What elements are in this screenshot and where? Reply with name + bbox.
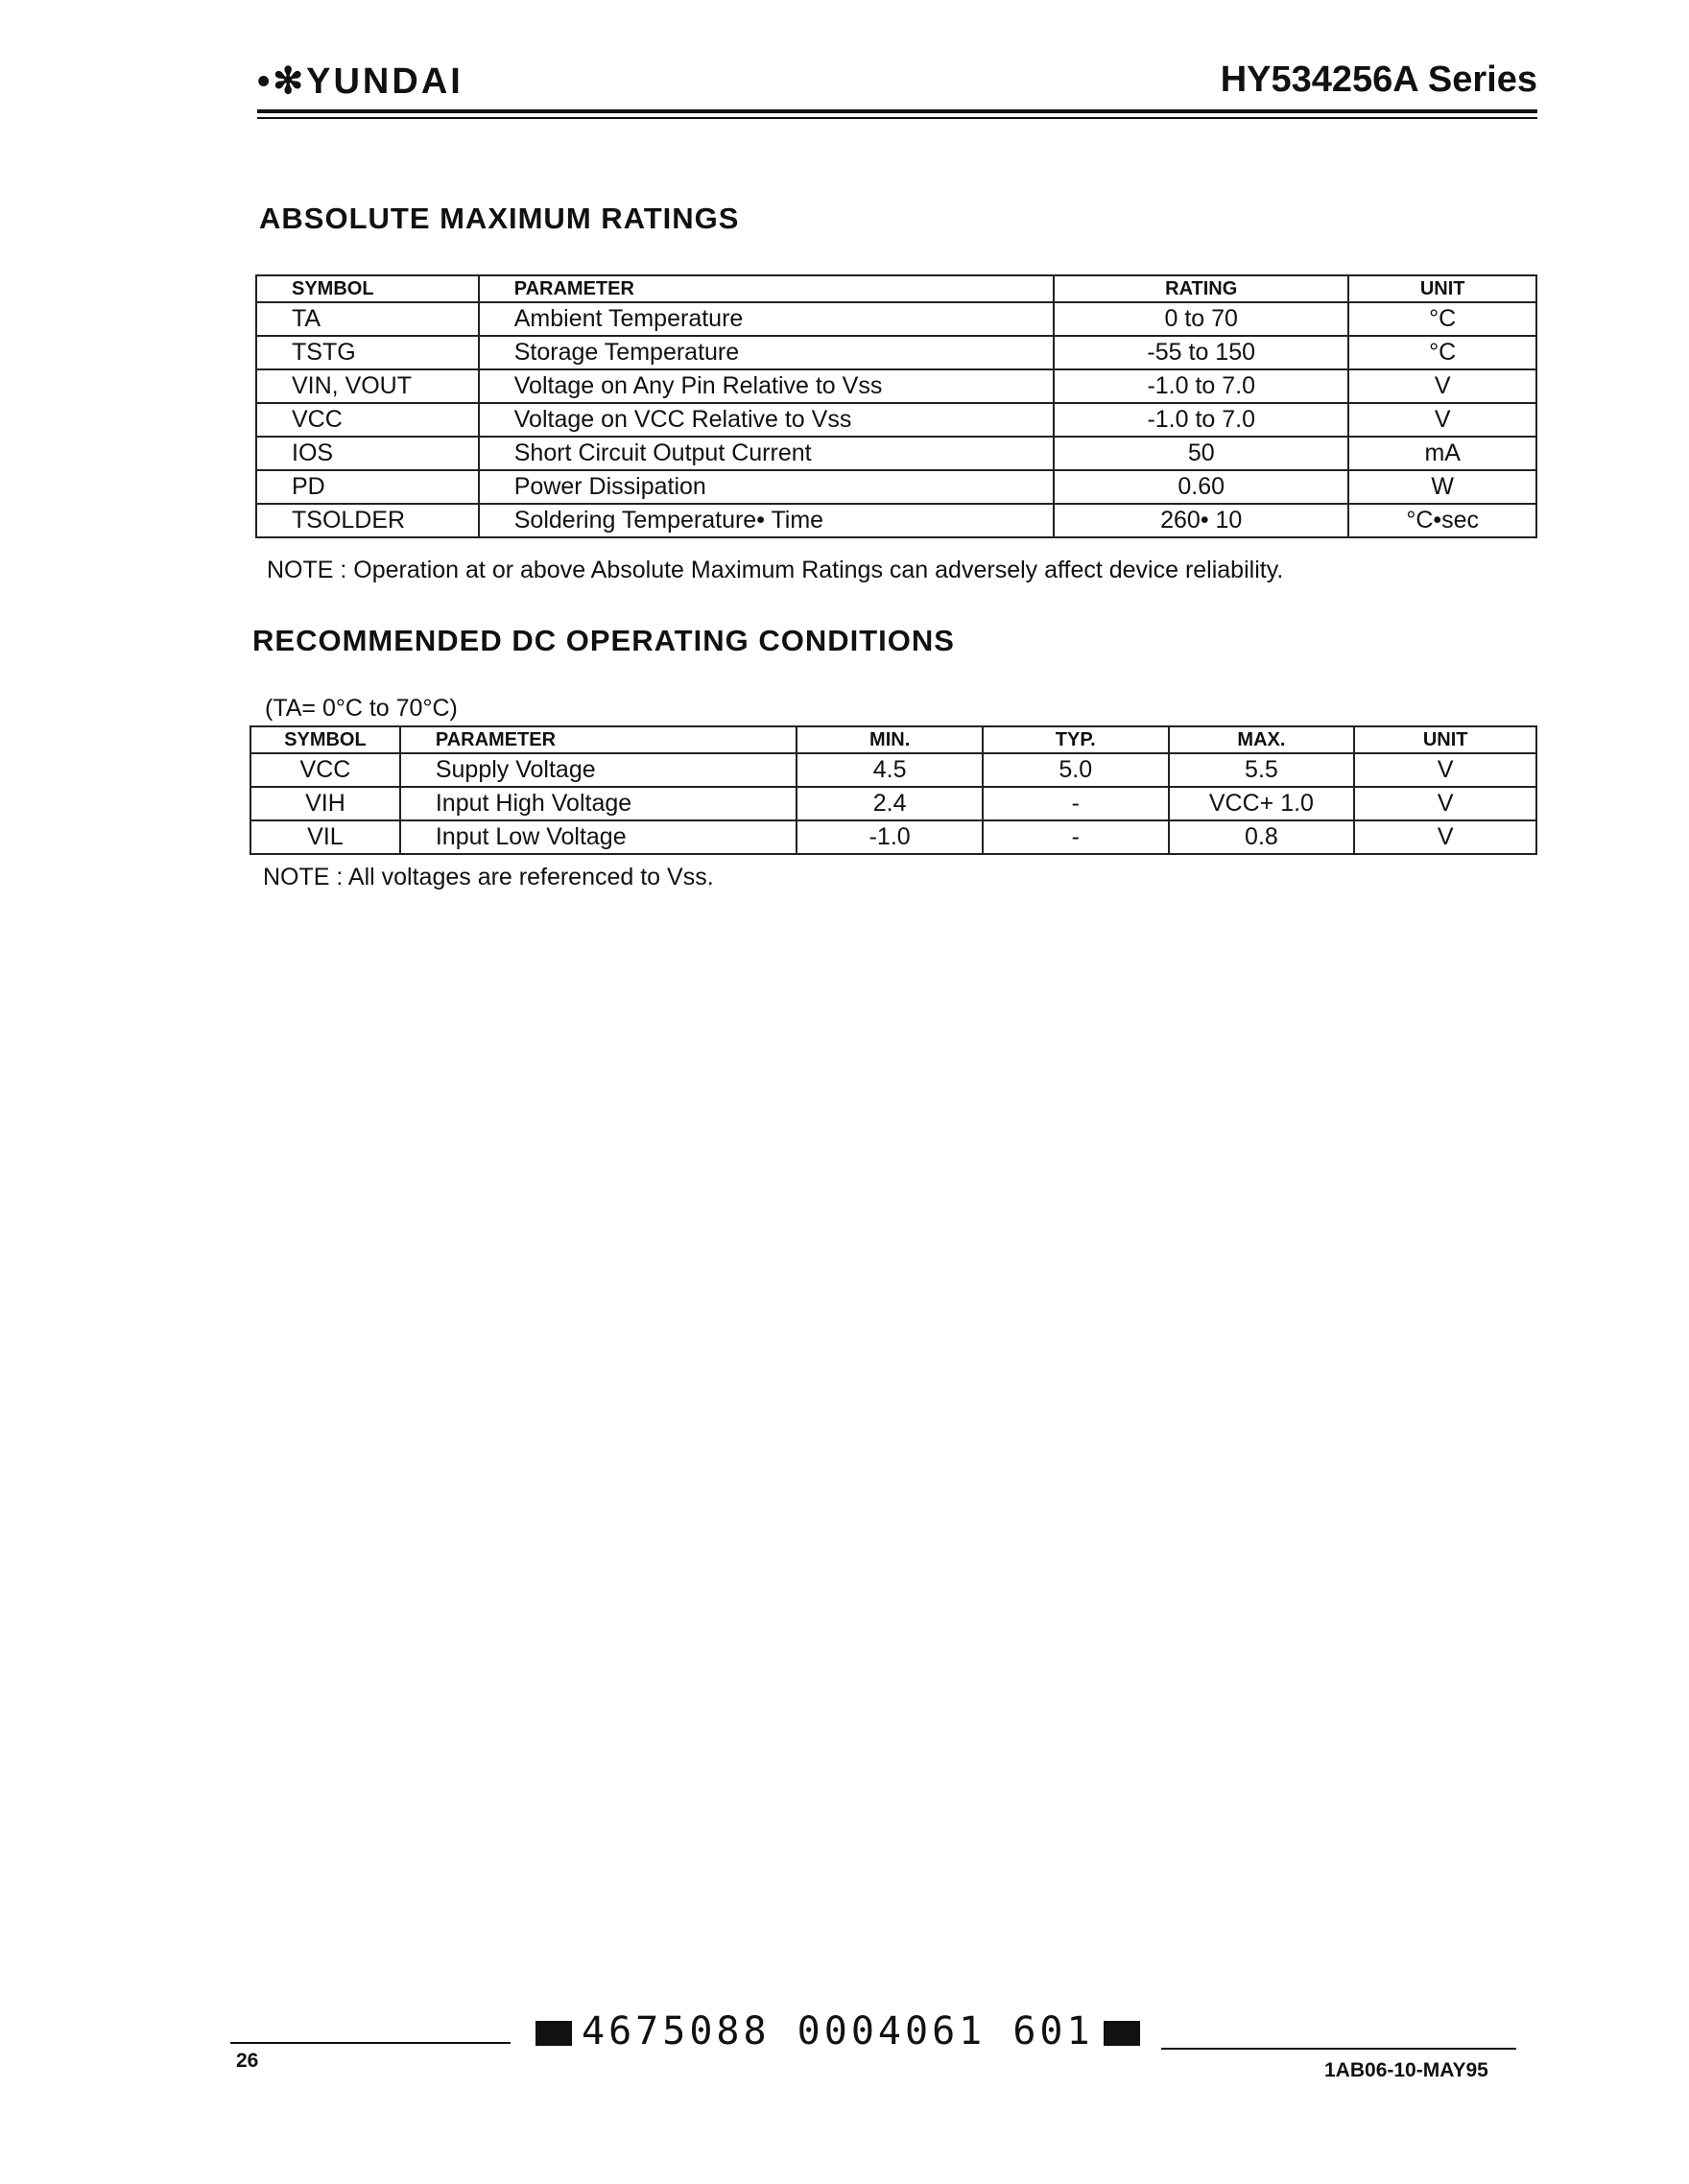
- table-row: [256, 504, 1536, 537]
- symbol-cell: VCC: [250, 753, 400, 787]
- col-unit-header: UNIT: [1348, 275, 1536, 302]
- rec-dc-header-row: [250, 726, 1536, 753]
- doc-code: 1AB06-10-MAY95: [1324, 2059, 1488, 2081]
- typ-cell: 5.0: [983, 753, 1169, 787]
- symbol-cell: TA: [256, 302, 479, 336]
- col-parameter-header: PARAMETER: [400, 726, 797, 753]
- barcode-line: [526, 2009, 1150, 2053]
- col-max-header: MAX.: [1169, 726, 1355, 753]
- parameter-cell: Voltage on Any Pin Relative to Vss: [479, 369, 1054, 403]
- table-row: [256, 403, 1536, 437]
- unit-cell: V: [1348, 403, 1536, 437]
- col-rating-header: RATING: [1054, 275, 1348, 302]
- table-row: [256, 470, 1536, 504]
- header-rule-thin: [257, 117, 1537, 119]
- table-row: [256, 302, 1536, 336]
- unit-cell: W: [1348, 470, 1536, 504]
- col-typ-header: TYP.: [983, 726, 1169, 753]
- series-title: HY534256A Series: [1220, 59, 1537, 100]
- abs-max-note: NOTE : Operation at or above Absolute Maximum Ratings can adversely affect device reliability.: [267, 557, 1284, 583]
- unit-cell: mA: [1348, 437, 1536, 470]
- parameter-cell: Storage Temperature: [479, 336, 1054, 369]
- rating-cell: 0 to 70: [1054, 302, 1348, 336]
- symbol-cell: VIL: [250, 820, 400, 854]
- parameter-cell: Power Dissipation: [479, 470, 1054, 504]
- min-cell: 4.5: [797, 753, 983, 787]
- company-logo: •✻YUNDAI: [257, 61, 464, 102]
- max-cell: 5.5: [1169, 753, 1355, 787]
- rating-cell: -55 to 150: [1054, 336, 1348, 369]
- symbol-cell: TSOLDER: [256, 504, 479, 537]
- table-row: [250, 820, 1536, 854]
- symbol-cell: IOS: [256, 437, 479, 470]
- typ-cell: -: [983, 787, 1169, 820]
- typ-cell: -: [983, 820, 1169, 854]
- parameter-cell: Short Circuit Output Current: [479, 437, 1054, 470]
- header-rule: [257, 109, 1537, 113]
- parameter-cell: Supply Voltage: [400, 753, 797, 787]
- max-cell: 0.8: [1169, 820, 1355, 854]
- barcode-text: 4675088 0004061 601: [582, 2009, 1094, 2053]
- max-cell: VCC+ 1.0: [1169, 787, 1355, 820]
- rating-cell: 0.60: [1054, 470, 1348, 504]
- symbol-cell: TSTG: [256, 336, 479, 369]
- unit-cell: V: [1354, 787, 1536, 820]
- footer-rule-right: [1161, 2048, 1516, 2050]
- table-row: [250, 753, 1536, 787]
- rec-dc-note: NOTE : All voltages are referenced to Vss.: [263, 864, 714, 890]
- page-number: 26: [236, 2050, 259, 2072]
- symbol-cell: PD: [256, 470, 479, 504]
- unit-cell: V: [1348, 369, 1536, 403]
- table-row: [256, 336, 1536, 369]
- parameter-cell: Soldering Temperature• Time: [479, 504, 1054, 537]
- abs-max-header-row: [256, 275, 1536, 302]
- rating-cell: 50: [1054, 437, 1348, 470]
- table-row: [250, 787, 1536, 820]
- col-symbol-header: SYMBOL: [256, 275, 479, 302]
- min-cell: 2.4: [797, 787, 983, 820]
- rating-cell: 260• 10: [1054, 504, 1348, 537]
- footer-rule-left: [230, 2042, 511, 2044]
- min-cell: -1.0: [797, 820, 983, 854]
- barcode-block-right: [1104, 2021, 1140, 2046]
- rating-cell: -1.0 to 7.0: [1054, 369, 1348, 403]
- rec-dc-condition: (TA= 0°C to 70°C): [265, 695, 458, 722]
- symbol-cell: VCC: [256, 403, 479, 437]
- barcode-block-left: [535, 2021, 572, 2046]
- parameter-cell: Ambient Temperature: [479, 302, 1054, 336]
- parameter-cell: Voltage on VCC Relative to Vss: [479, 403, 1054, 437]
- unit-cell: V: [1354, 820, 1536, 854]
- unit-cell: °C: [1348, 302, 1536, 336]
- col-parameter-header: PARAMETER: [479, 275, 1054, 302]
- unit-cell: V: [1354, 753, 1536, 787]
- table-row: [256, 437, 1536, 470]
- col-unit-header: UNIT: [1354, 726, 1536, 753]
- abs-max-title: ABSOLUTE MAXIMUM RATINGS: [259, 202, 740, 235]
- parameter-cell: Input High Voltage: [400, 787, 797, 820]
- col-symbol-header: SYMBOL: [250, 726, 400, 753]
- symbol-cell: VIH: [250, 787, 400, 820]
- rating-cell: -1.0 to 7.0: [1054, 403, 1348, 437]
- unit-cell: °C•sec: [1348, 504, 1536, 537]
- rec-dc-title: RECOMMENDED DC OPERATING CONDITIONS: [252, 624, 955, 657]
- parameter-cell: Input Low Voltage: [400, 820, 797, 854]
- symbol-cell: VIN, VOUT: [256, 369, 479, 403]
- rec-dc-table: [250, 725, 1537, 855]
- col-min-header: MIN.: [797, 726, 983, 753]
- abs-max-table: [255, 274, 1537, 538]
- unit-cell: °C: [1348, 336, 1536, 369]
- table-row: [256, 369, 1536, 403]
